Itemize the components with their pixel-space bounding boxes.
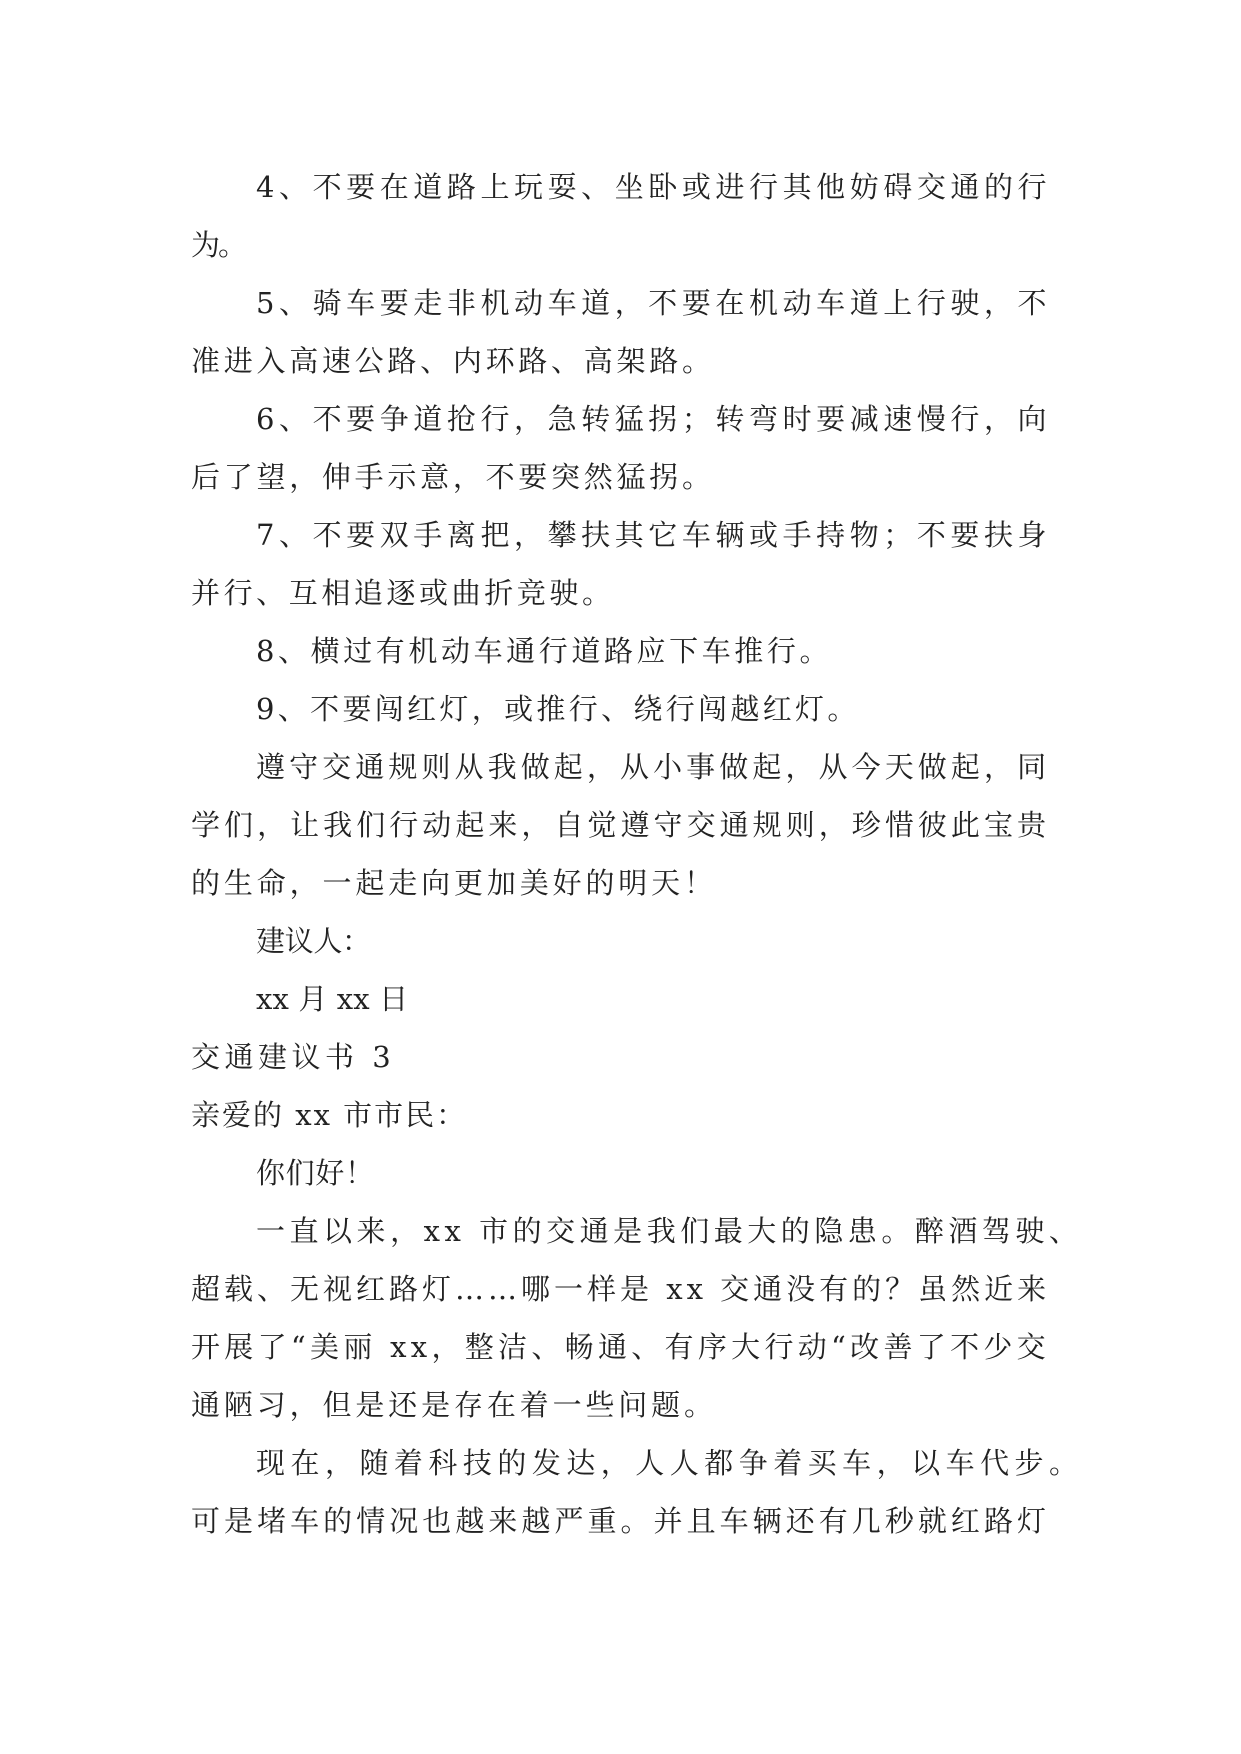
text-line: 可是堵车的情况也越来越严重。并且车辆还有几秒就红路灯 xyxy=(191,1504,1051,1538)
text-line: 现在，随着科技的发达，人人都争着买车，以车代步。 xyxy=(256,1446,1084,1480)
date-line: xx 月 xx 日 xyxy=(256,982,409,1016)
text-line: 5、骑车要走非机动车道，不要在机动车道上行驶，不 xyxy=(256,286,1052,320)
salutation: 亲爱的 xx 市市民： xyxy=(191,1098,468,1132)
text-line: 7、不要双手离把，攀扶其它车辆或手持物；不要扶身 xyxy=(256,518,1052,552)
text-line: 9、不要闯红灯，或推行、绕行闯越红灯。 xyxy=(256,692,860,726)
text-line: 后了望，伸手示意，不要突然猛拐。 xyxy=(191,460,715,494)
greeting: 你们好！ xyxy=(256,1156,375,1190)
text-line: 并行、互相追逐或曲折竞驶。 xyxy=(191,576,615,610)
text-line: 准进入高速公路、内环路、高架路。 xyxy=(191,344,715,378)
text-line: 开展了“美丽 xx，整洁、畅通、有序大行动“改善了不少交 xyxy=(191,1330,1050,1364)
text-line: 4、不要在道路上玩耍、坐卧或进行其他妨碍交通的行 xyxy=(256,170,1052,204)
text-line: 的生命，一起走向更加美好的明天！ xyxy=(191,866,717,900)
text-line: 学们，让我们行动起来，自觉遵守交通规则，珍惜彼此宝贵 xyxy=(191,808,1051,842)
text-line: 8、横过有机动车通行道路应下车推行。 xyxy=(256,634,833,668)
section-heading: 交通建议书 3 xyxy=(191,1040,396,1074)
text-line: 一直以来，xx 市的交通是我们最大的隐患。醉酒驾驶、 xyxy=(256,1214,1083,1248)
signature-label: 建议人： xyxy=(256,924,371,958)
text-line: 超载、无视红路灯……哪一样是 xx 交通没有的？虽然近来 xyxy=(191,1272,1051,1306)
text-line: 6、不要争道抢行，急转猛拐；转弯时要减速慢行，向 xyxy=(256,402,1052,436)
text-line: 遵守交通规则从我做起，从小事做起，从今天做起，同 xyxy=(256,750,1051,784)
text-line: 为。 xyxy=(191,228,246,262)
text-line: 通陋习，但是还是存在着一些问题。 xyxy=(191,1388,717,1422)
